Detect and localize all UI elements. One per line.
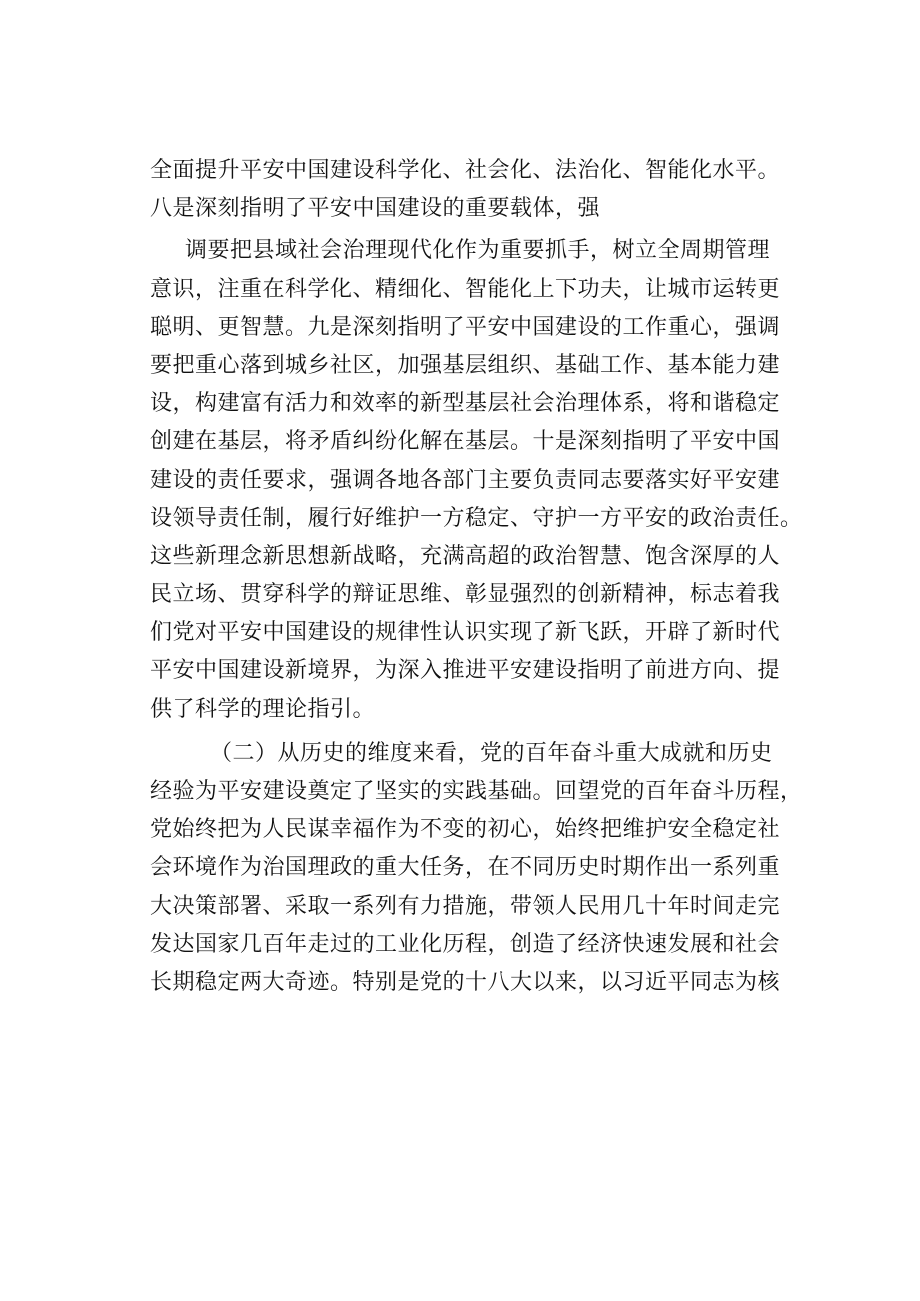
text-line-10: 设领导责任制，履行好维护一方稳定、守护一方平安的政治责任。 [150, 505, 803, 531]
text-line-2: 八是深刻指明了平安中国建设的重要载体，强 [150, 196, 601, 222]
text-line-5: 聪明、更智慧。九是深刻指明了平安中国建设的工作重心，强调 [150, 314, 781, 340]
text-line-19: 会环境作为治国理政的重大任务，在不同历史时期作出一系列重 [150, 855, 781, 881]
text-line-14: 平安中国建设新境界，为深入推进平安建设指明了前进方向、提 [150, 658, 781, 684]
text-line-18: 党始终把为人民谋幸福作为不变的初心，始终把维护安全稳定社 [150, 817, 781, 843]
text-line-6: 要把重心落到城乡社区，加强基层组织、基础工作、基本能力建 [150, 352, 781, 378]
text-line-11: 这些新理念新思想新战略，充满高超的政治智慧、饱含深厚的人 [150, 543, 781, 569]
text-line-8: 创建在基层，将矛盾纠纷化解在基层。十是深刻指明了平安中国 [150, 429, 781, 455]
text-line-17: 经验为平安建设奠定了坚实的实践基础。回望党的百年奋斗历程， [150, 779, 803, 804]
text-line-15: 供了科学的理论指引。 [150, 696, 376, 722]
text-line-4: 意识，注重在科学化、精细化、智能化上下功夫，让城市运转更 [150, 276, 781, 302]
section-heading-line: （二）从历史的维度来看，党的百年奋斗重大成就和历史 [210, 740, 773, 766]
text-line-21: 发达国家几百年走过的工业化历程，创造了经济快速发展和社会 [150, 931, 781, 957]
text-line-7: 设，构建富有活力和效率的新型基层社会治理体系，将和谐稳定 [150, 391, 781, 417]
text-line-22: 长期稳定两大奇迹。特别是党的十八大以来，以习近平同志为核 [150, 969, 781, 995]
text-line-1: 全面提升平安中国建设科学化、社会化、法治化、智能化水平。 [150, 158, 781, 183]
body-text [150, 152, 810, 1002]
text-line-12: 民立场、贯穿科学的辩证思维、彰显强烈的创新精神，标志着我 [150, 582, 781, 608]
text-line-20: 大决策部署、采取一系列有力措施，带领人民用几十年时间走完 [150, 893, 781, 919]
text-line-9: 建设的责任要求，强调各地各部门主要负责同志要落实好平安建 [150, 467, 781, 493]
text-line-3: 调要把县域社会治理现代化作为重要抓手，树立全周期管理 [185, 238, 771, 264]
text-line-13: 们党对平安中国建设的规律性认识实现了新飞跃，开辟了新时代 [150, 620, 781, 646]
